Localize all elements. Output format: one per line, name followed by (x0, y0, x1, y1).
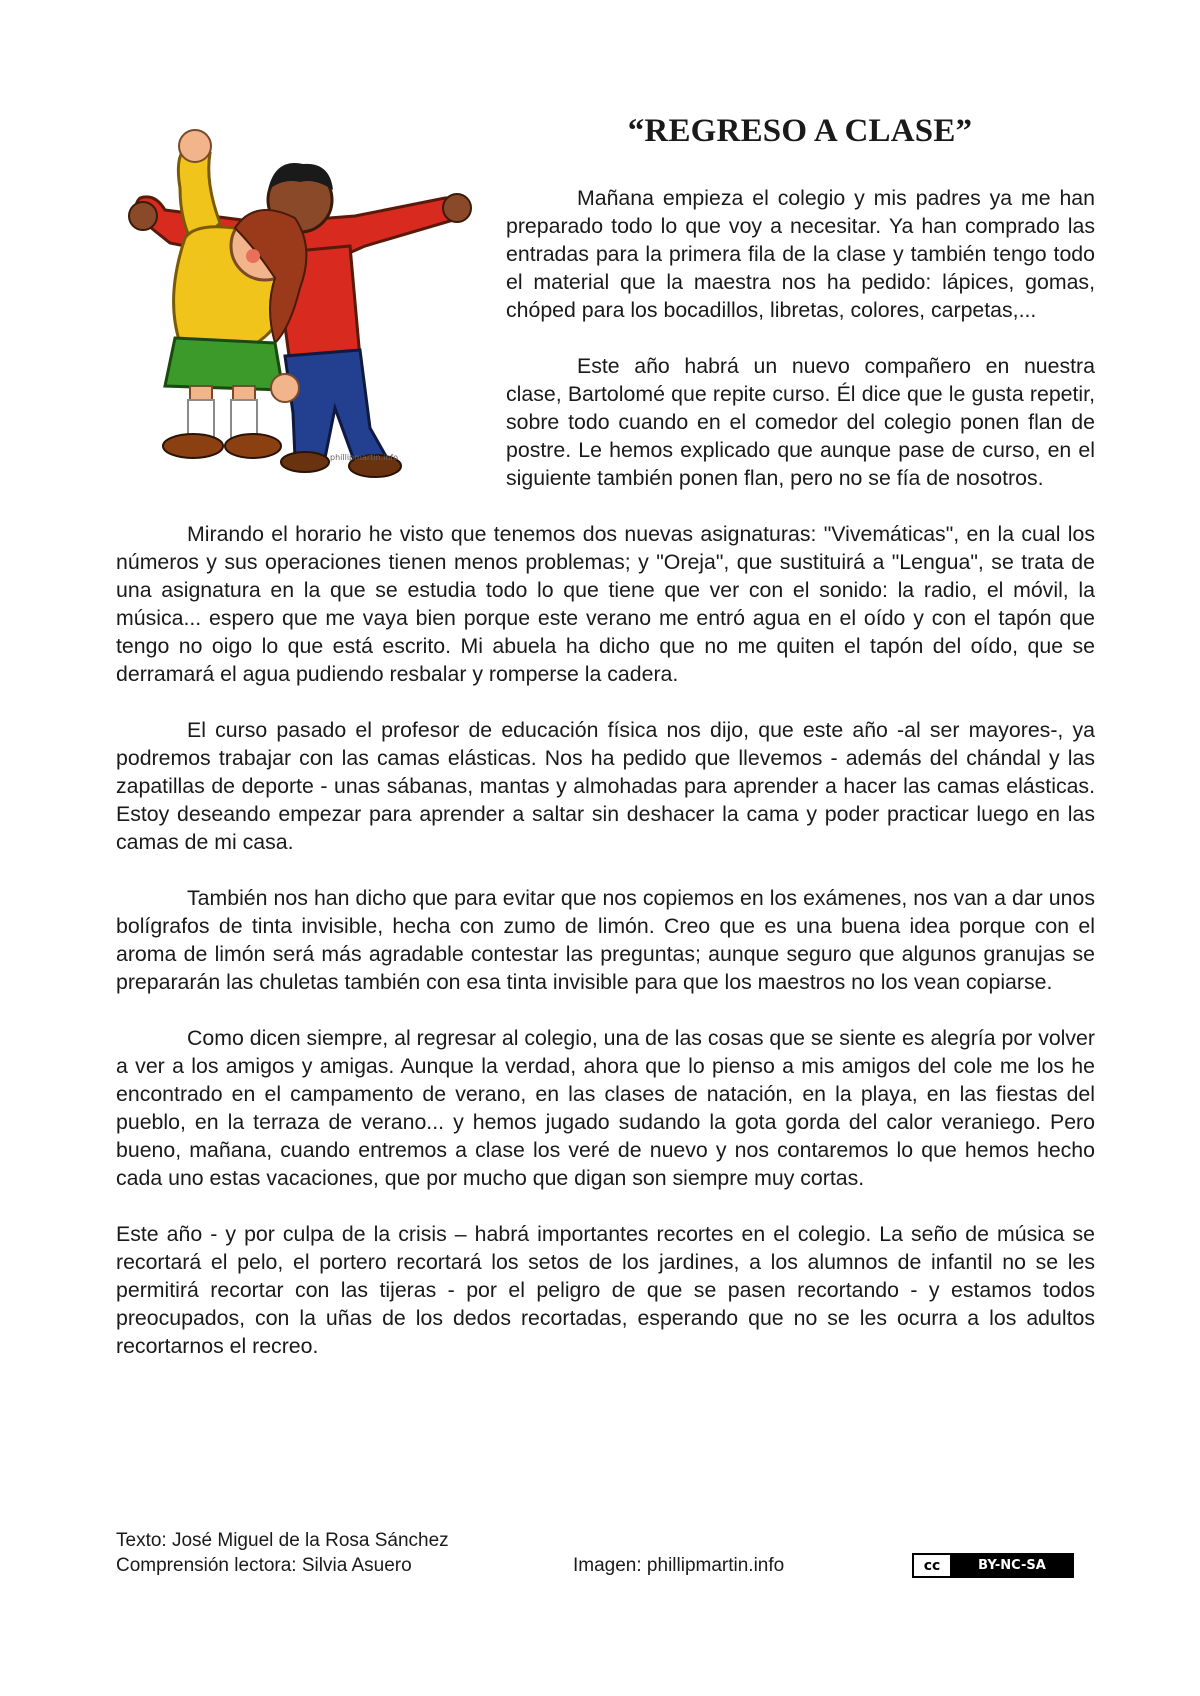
illustration-spacer (116, 184, 506, 514)
paragraph: Mañana empieza el colegio y mis padres ya me han preparado todo lo que voy a necesitar. Ya han comprado las entradas para la primera fila de la clase y también tengo todo el material que la maestra nos ha pedido: lápices, gomas, chóped para los bocadillos, libretas, colores, carpetas,... (506, 186, 1095, 322)
paragraph: También nos han dicho que para evitar que nos copiemos en los exámenes, nos van a dar unos bolígrafos de tinta invisible, hecha con zumo de limón. Creo que es una buena idea porque con el aroma de limón será más agradable contestar las preguntas; aunque seguro que algunos granujas se prepararán las chuletas también con esa tinta invisible para que los maestros no los vean copiarse. (116, 886, 1095, 994)
paragraph: Como dicen siempre, al regresar al colegio, una de las cosas que se siente es alegría por volver a ver a los amigos y amigas. Aunque la verdad, ahora que lo pienso a mis amigos del cole me los he encontrado en el campamento de verano, en las clases de natación, en la playa, en las fiestas del pueblo, en la terraza de verano... y hemos jugado sudando la gota gorda del calor veraniego. Pero bueno, mañana, cuando entremos a clase los veré de nuevo y nos contaremos lo que hemos hecho cada uno estas vacaciones, que por mucho que digan son siempre muy cortas. (116, 1026, 1095, 1190)
credit-image-source: Imagen: phillipmartin.info (573, 1555, 785, 1576)
cc-license-badge[interactable] (912, 1553, 1074, 1578)
paragraph: Este año habrá un nuevo compañero en nuestra clase, Bartolomé que repite curso. Él dice que le gusta repetir, sobre todo cuando en el comedor del colegio ponen flan de postre. Le hemos explicado que aunque pase de curso, en el siguiente también ponen flan, pero no se fía de nosotros. (506, 354, 1095, 490)
illustration-watermark: phillipmartin.info (330, 453, 399, 462)
paragraph: Este año - y por culpa de la crisis – habrá importantes recortes en el colegio. La seño de música se recortará el pelo, el portero recortará los setos de los jardines, a los alumnos de infantil no se les permitirá recortar con las tijeras - por el peligro de que se pasen recortando - y estamos todos preocupados, con la uñas de los dedos recortadas, esperando que no se les ocurra a los adultos recortarnos el recreo. (116, 1222, 1095, 1358)
cc-icon: cc (914, 1555, 952, 1576)
paragraph: Mirando el horario he visto que tenemos dos nuevas asignaturas: "Vivemáticas", en la cual los números y sus operaciones tienen menos problemas; y "Oreja", que sustituirá a "Lengua", se trata de una asignatura en la que se estudia todo lo que tiene que ver con el sonido: la radio, el móvil, la música... espero que me vaya bien porque este verano me entró agua en el oído y con el tapón que tengo no oigo lo que está escrito. Mi abuela ha dicho que no me quiten el tapón del oído, que se derramará el agua pudiendo resbalar y romperse la cadera. (116, 522, 1095, 686)
paragraph: El curso pasado el profesor de educación física nos dijo, que este año -al ser mayores-, ya podremos trabajar con las camas elásticas. Nos ha pedido que llevemos - además del chándal y las zapatillas de deporte - unas sábanas, mantas y almohadas para aprender a hacer las camas elásticas. Estoy deseando empezar para aprender a saltar sin deshacer la cama y poder practicar luego en las camas de mi casa. (116, 718, 1095, 854)
story-text (116, 184, 1095, 1388)
cc-license-label: BY-NC-SA (952, 1558, 1072, 1573)
credit-text-author: Texto: José Miguel de la Rosa Sánchez (116, 1530, 449, 1551)
page-title: “REGRESO A CLASE” (627, 113, 973, 149)
credit-comprehension: Comprensión lectora: Silvia Asuero (116, 1555, 412, 1576)
